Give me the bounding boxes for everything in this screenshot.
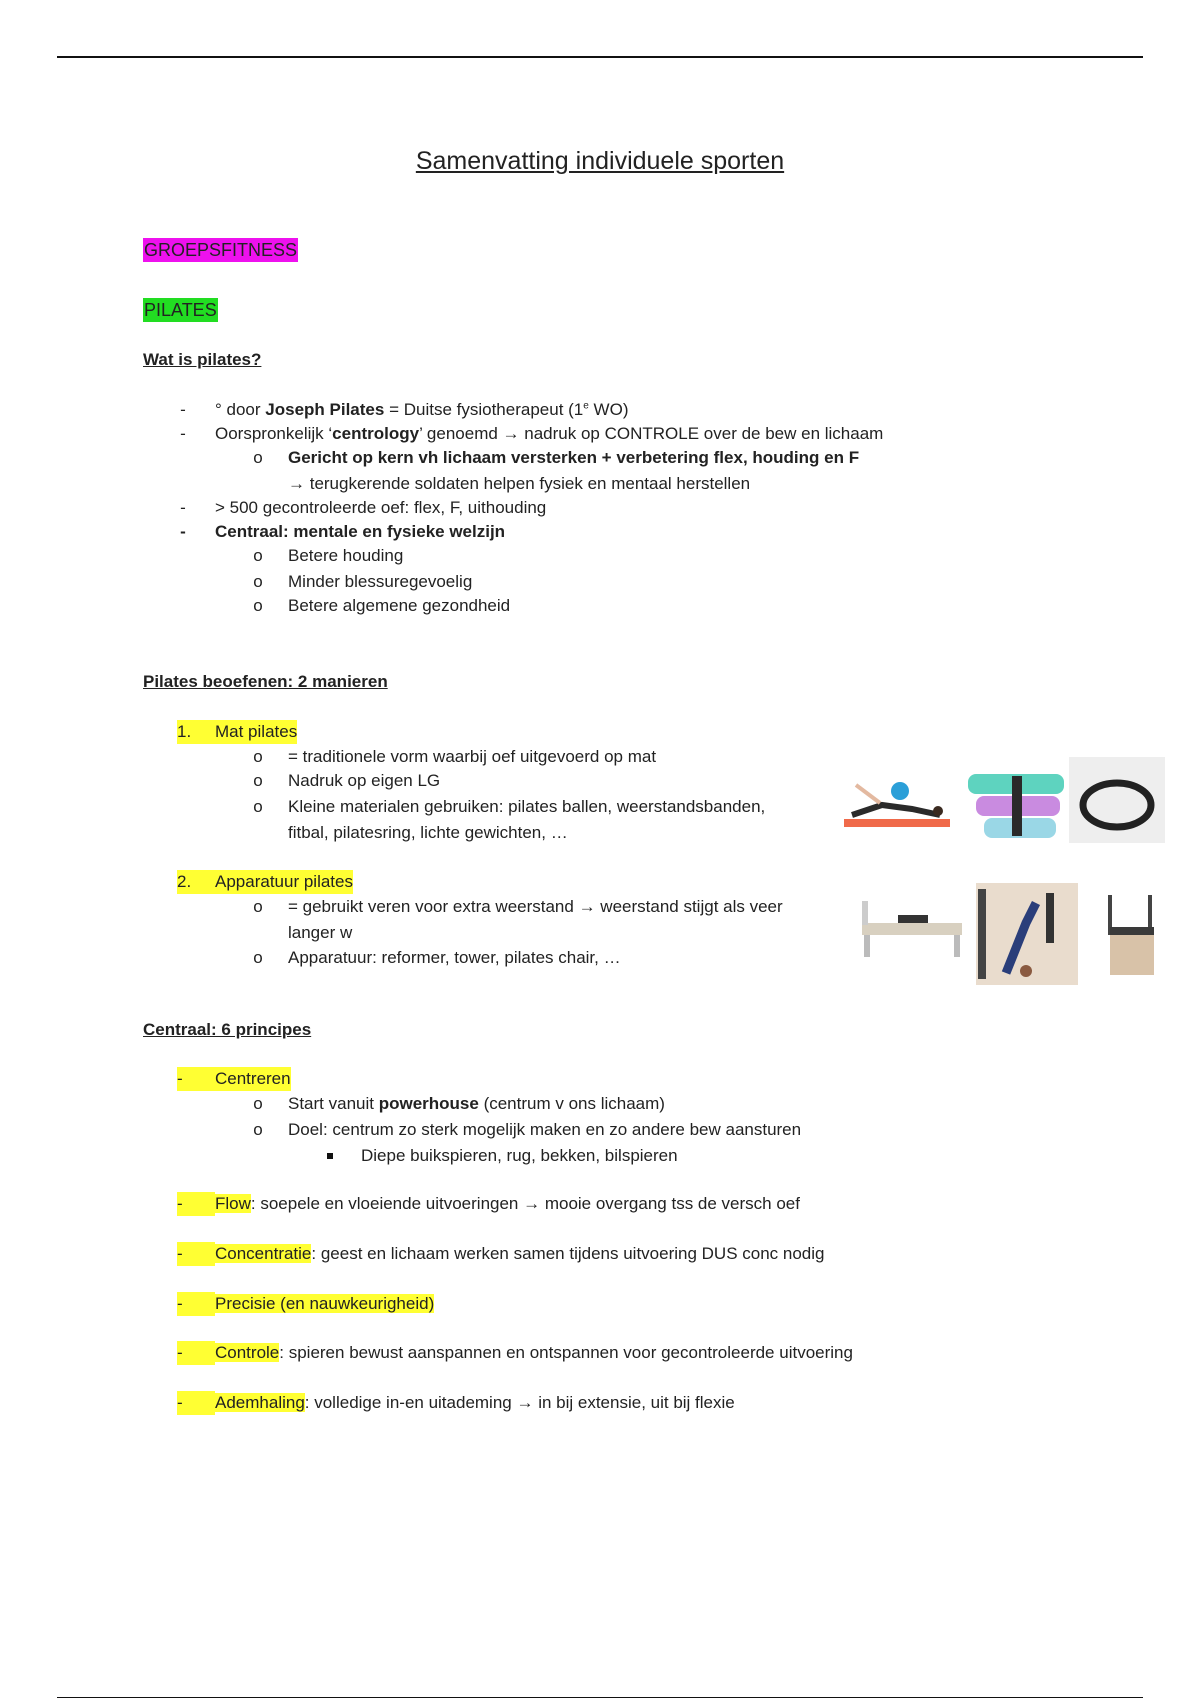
document-title: Samenvatting individuele sporten	[415, 147, 785, 175]
arrow-icon: →	[288, 474, 305, 493]
list-item: Nadruk op eigen LG	[288, 771, 441, 790]
principle-item: - Concentratie: geest en lichaam werken samen tijdens uitvoering DUS conc nodig	[177, 1242, 825, 1266]
list-item: Betere algemene gezondheid	[288, 596, 511, 615]
list-item: Doel: centrum zo sterk mogelijk maken en zo andere bew aansturen	[288, 1120, 802, 1139]
mat-pilates-photo	[842, 775, 954, 835]
circle-bullet: o	[253, 596, 263, 615]
tower-photo	[976, 883, 1078, 985]
circle-bullet: o	[253, 948, 263, 967]
arrow-icon: →	[523, 1194, 541, 1213]
circle-bullet: o	[253, 897, 263, 916]
subsection-heading	[143, 298, 218, 322]
heading-wat-is-pilates: Wat is pilates?	[143, 350, 262, 369]
list-item: → terugkerende soldaten helpen fysiek en mentaal herstellen	[288, 474, 751, 493]
arrow-icon: →	[516, 1393, 534, 1412]
circle-bullet: o	[253, 747, 263, 766]
pilates-chair-photo	[1102, 893, 1166, 981]
resistance-bands-photo	[966, 772, 1066, 842]
list-item: Betere houding	[288, 546, 404, 565]
list-item: Centraal: mentale en fysieke welzijn	[215, 522, 506, 541]
list-item: = traditionele vorm waarbij oef uitgevoerd op mat	[288, 747, 657, 766]
circle-bullet: o	[253, 771, 263, 790]
list-item: = gebruikt veren voor extra weerstand → weerstand stijgt als veer	[288, 897, 783, 916]
square-bullet	[327, 1153, 333, 1159]
circle-bullet: o	[253, 1094, 263, 1113]
header-rule	[57, 56, 1143, 58]
principle-item: - Ademhaling: volledige in-en uitademing → in bij extensie, uit bij flexie	[177, 1391, 735, 1415]
dash-bullet: -	[180, 498, 186, 517]
list-item: Gericht op kern vh lichaam versterken + verbetering flex, houding en F	[288, 448, 860, 467]
list-item: Start vanuit powerhouse (centrum v ons lichaam)	[288, 1094, 665, 1113]
dash-bullet: -	[180, 522, 186, 541]
pilates-ring-photo	[1069, 757, 1165, 843]
heading-pilates-beoefenen: Pilates beoefenen: 2 manieren	[143, 672, 388, 691]
circle-bullet: o	[253, 797, 263, 816]
circle-bullet: o	[253, 572, 263, 591]
principle-item: - Flow: soepele en vloeiende uitvoeringen → mooie overgang tss de versch oef	[177, 1192, 800, 1216]
list-item: ° door Joseph Pilates = Duitse fysiotherapeut (1e WO)	[215, 400, 629, 419]
principle-item: - Precisie (en nauwkeurigheid)	[177, 1292, 434, 1316]
section-heading	[143, 238, 298, 262]
list-item: Kleine materialen gebruiken: pilates ballen, weerstandsbanden,	[288, 797, 766, 816]
footer-rule	[57, 1697, 1143, 1698]
principle-item: - Centreren	[177, 1067, 291, 1091]
arrow-icon: →	[502, 424, 520, 443]
circle-bullet: o	[253, 546, 263, 565]
reformer-photo	[858, 893, 968, 965]
list-item: langer w	[288, 923, 353, 942]
section-label: GROEPSFITNESS	[144, 240, 298, 260]
list-item: Oorspronkelijk ‘centrology’ genoemd → nadruk op CONTROLE over de bew en lichaam	[215, 424, 884, 443]
list-item: Minder blessuregevoelig	[288, 572, 473, 591]
heading-6-principes: Centraal: 6 principes	[143, 1020, 312, 1039]
principle-item: - Controle: spieren bewust aanspannen en ontspannen voor gecontroleerde uitvoering	[177, 1341, 853, 1365]
list-item: fitbal, pilatesring, lichte gewichten, …	[288, 823, 568, 842]
numbered-item: 1. Mat pilates	[177, 720, 297, 744]
dash-bullet: -	[180, 400, 186, 419]
dash-bullet: -	[180, 424, 186, 443]
arrow-icon: →	[578, 897, 596, 916]
circle-bullet: o	[253, 448, 263, 467]
list-item: Apparatuur: reformer, tower, pilates chair, …	[288, 948, 621, 967]
numbered-item: 2. Apparatuur pilates	[177, 870, 353, 894]
subsection-label: PILATES	[144, 300, 217, 320]
list-item: > 500 gecontroleerde oef: flex, F, uithouding	[215, 498, 547, 517]
list-item: Diepe buikspieren, rug, bekken, bilspieren	[361, 1146, 678, 1165]
circle-bullet: o	[253, 1120, 263, 1139]
